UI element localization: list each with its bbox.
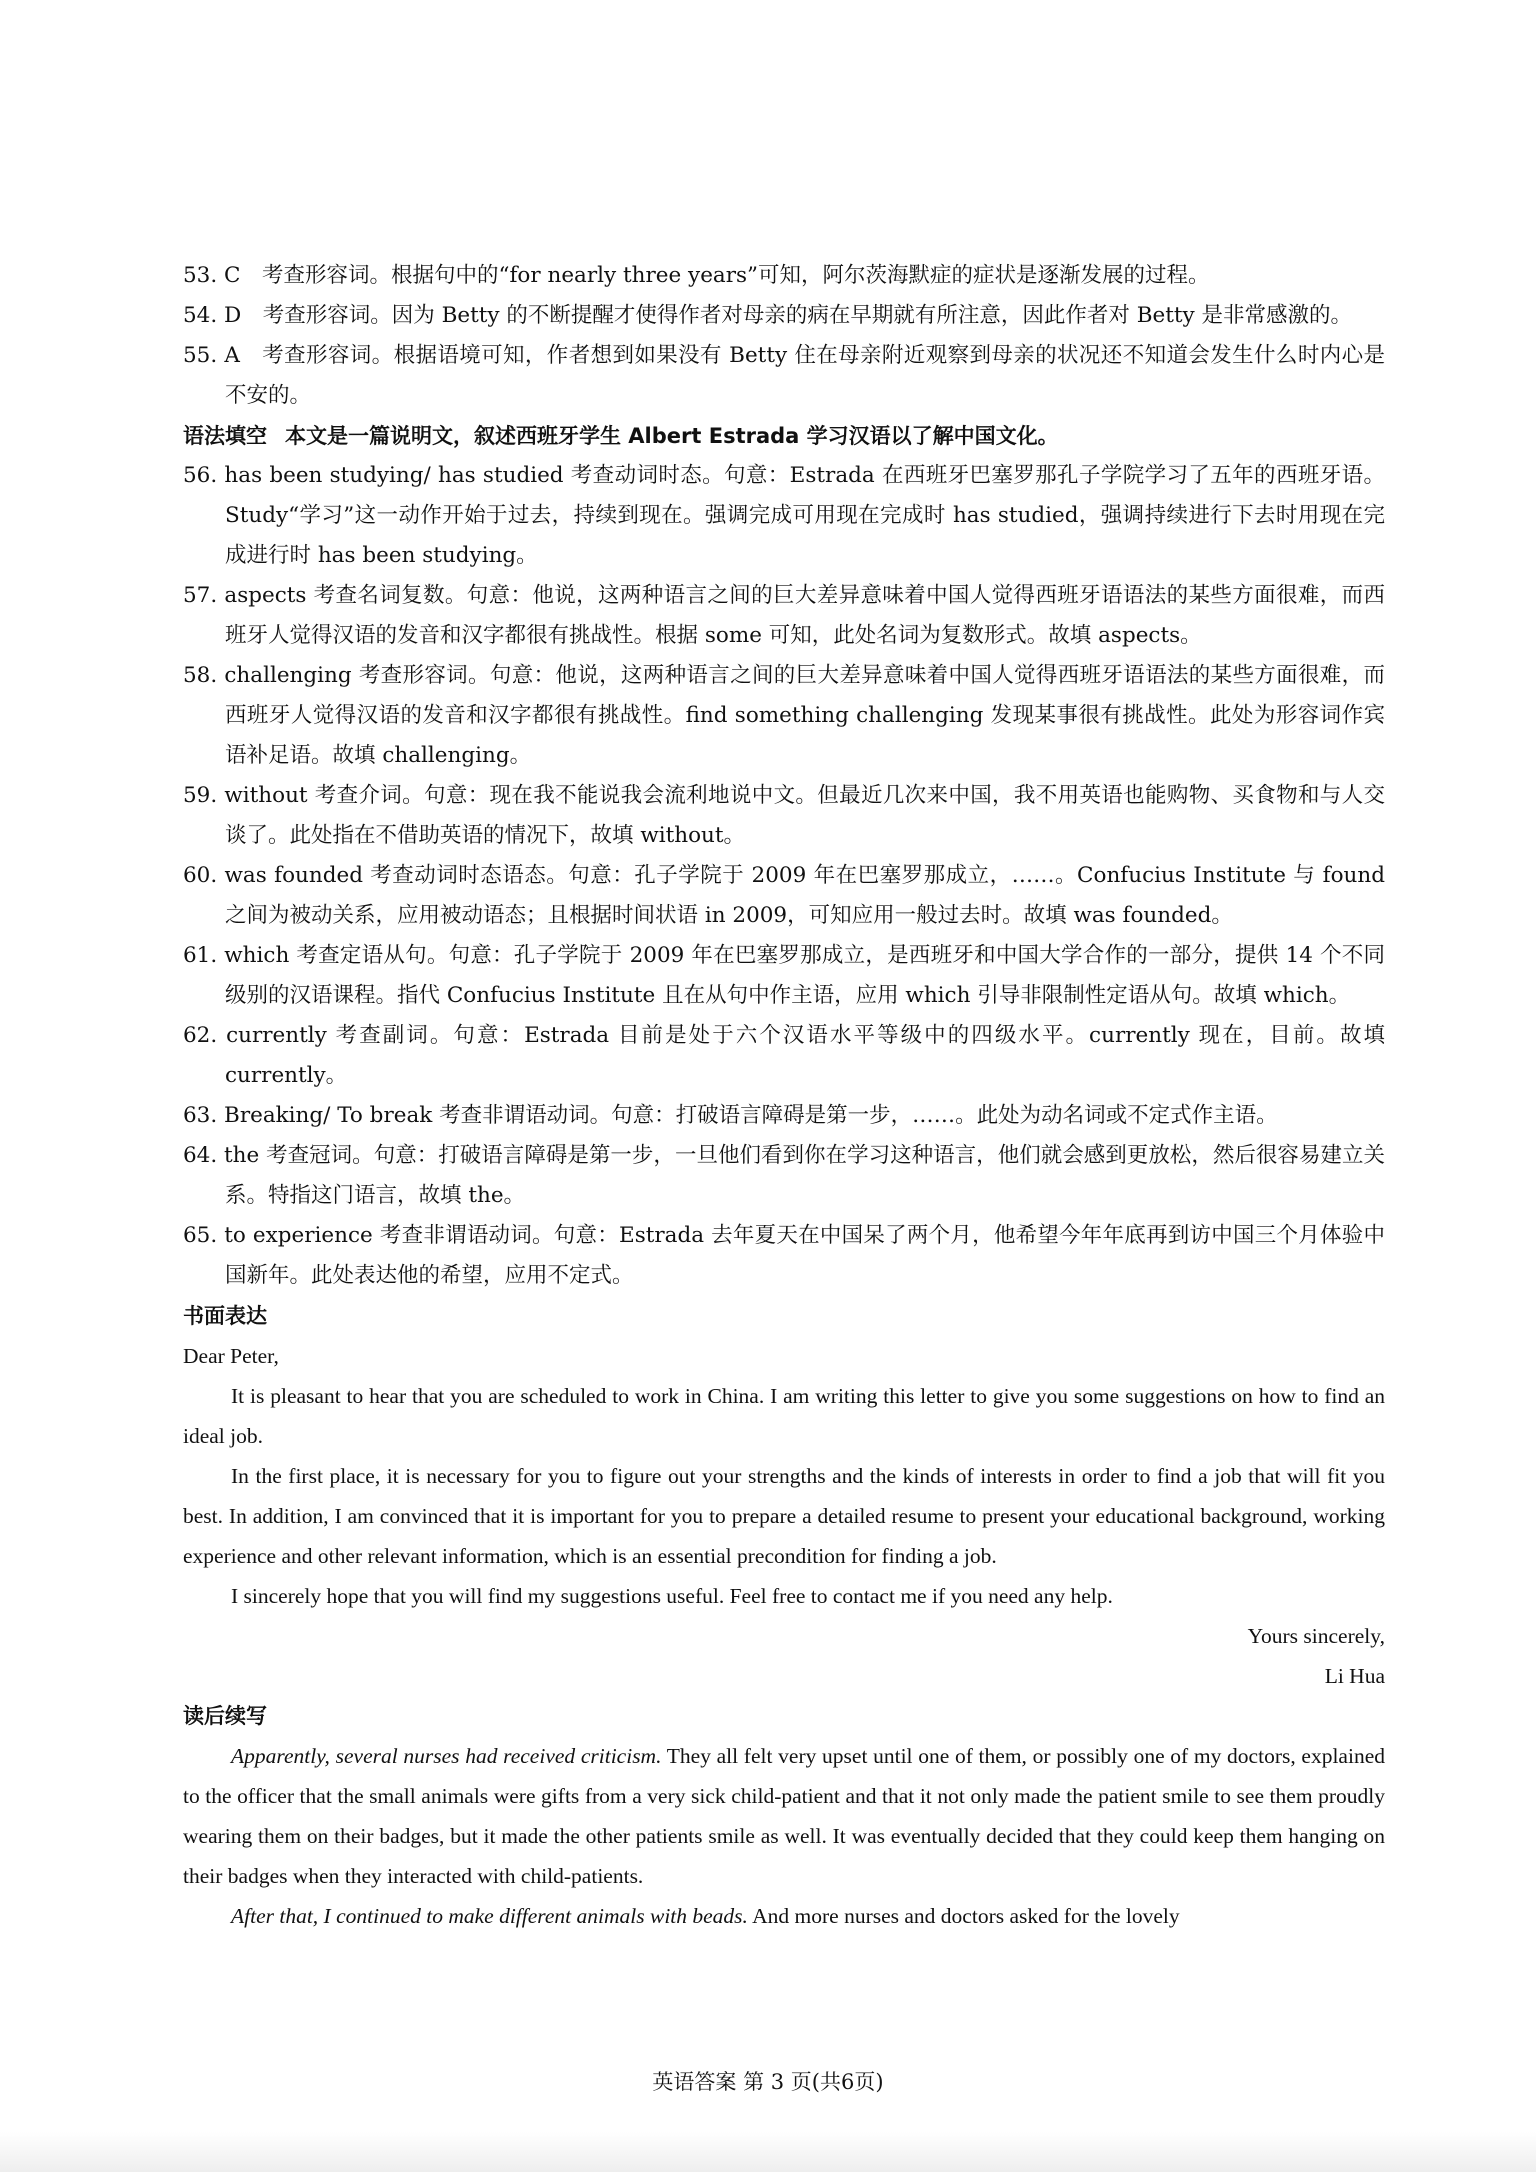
answer-item-54: 54. D 考查形容词。因为 Betty 的不断提醒才使得作者对母亲的病在早期就有所注意，因此作者对 Betty 是非常感激的。 bbox=[183, 303, 1353, 328]
answer-item-56: 56. has been studying/ has studied 考查动词时态。句意：Estrada 在西班牙巴塞罗那孔子学院学习了五年的西班牙语。Study“学习”这一动作开始于过去，持续到现在。强调完成可用现在完成时 has studied，强调持续进行下去时用现在完成进行时 has been studying。 bbox=[183, 463, 1385, 568]
answer-content bbox=[183, 256, 1385, 1936]
grammar-intro: 本文是一篇说明文，叙述西班牙学生 Albert Estrada 学习汉语以了解中国文化。 bbox=[285, 424, 1059, 448]
letter-paragraph-3: I sincerely hope that you will find my suggestions useful. Feel free to contact me if you need any help. bbox=[231, 1584, 1113, 1608]
continuation-p1-rest: They all felt very upset until one of them, or possibly one of my doctors, explained to the officer that the small animals were gifts from a very sick child-patient and that it not only made the patient smile to see them proudly wearing them on their badges, but it made the other patients smile as well. It was eventually decided that they could keep them hanging on their badges when they interacted with child-patients. bbox=[183, 1744, 1385, 1888]
continuation-heading: 读后续写 bbox=[183, 1704, 267, 1728]
page-footer: 英语答案 第 3 页(共6页) bbox=[652, 2070, 884, 2094]
answer-item-63: 63. Breaking/ To break 考查非谓语动词。句意：打破语言障碍是第一步，……。此处为动名词或不定式作主语。 bbox=[183, 1103, 1278, 1128]
answer-item-65: 65. to experience 考查非谓语动词。句意：Estrada 去年夏天在中国呆了两个月，他希望今年年底再到访中国三个月体验中国新年。此处表达他的希望，应用不定式。 bbox=[183, 1223, 1385, 1288]
grammar-section-heading bbox=[183, 416, 1385, 456]
continuation-p2-lead: After that, I continued to make different animals with beads. bbox=[231, 1904, 748, 1928]
letter-salutation: Dear Peter, bbox=[183, 1344, 279, 1368]
continuation-p2-rest: And more nurses and doctors asked for the lovely bbox=[747, 1904, 1180, 1928]
answer-item-57: 57. aspects 考查名词复数。句意：他说，这两种语言之间的巨大差异意味着中国人觉得西班牙语语法的某些方面很难，而西班牙人觉得汉语的发音和汉字都很有挑战性。根据 some 可知，此处名词为复数形式。故填 aspects。 bbox=[183, 583, 1385, 648]
answer-item-60: 60. was founded 考查动词时态语态。句意：孔子学院于 2009 年在巴塞罗那成立，……。Confucius Institute 与 found 之间为被动关系，应用被动语态；且根据时间状语 in 2009，可知应用一般过去时。故填 was founded。 bbox=[183, 863, 1385, 928]
letter-closing: Yours sincerely, bbox=[1247, 1624, 1385, 1648]
letter-paragraph-1: It is pleasant to hear that you are scheduled to work in China. I am writing this letter to give you some suggestions on how to find an ideal job. bbox=[183, 1384, 1385, 1448]
answer-item-58: 58. challenging 考查形容词。句意：他说，这两种语言之间的巨大差异意味着中国人觉得西班牙语语法的某些方面很难，而西班牙人觉得汉语的发音和汉字都很有挑战性。find something challenging 发现某事很有挑战性。此处为形容词作宾语补足语。故填 challenging。 bbox=[183, 663, 1385, 768]
letter-paragraph-2: In the first place, it is necessary for you to figure out your strengths and the kinds of interests in order to find a job that will fit you best. In addition, I am convinced that it is important for you to prepare a detailed resume to present your educational background, working experience and other relevant information, which is an essential precondition for finding a job. bbox=[183, 1464, 1385, 1568]
continuation-paragraph-1 bbox=[183, 1736, 1385, 1896]
writing-heading: 书面表达 bbox=[183, 1304, 267, 1328]
answer-item-59: 59. without 考查介词。句意：现在我不能说我会流利地说中文。但最近几次来中国，我不用英语也能购物、买食物和与人交谈了。此处指在不借助英语的情况下，故填 without。 bbox=[183, 783, 1385, 848]
answer-item-61: 61. which 考查定语从句。句意：孔子学院于 2009 年在巴塞罗那成立，是西班牙和中国大学合作的一部分，提供 14 个不同级别的汉语课程。指代 Confucius Institute 且在从句中作主语，应用 which 引导非限制性定语从句。故填 which。 bbox=[183, 943, 1385, 1008]
answer-item-62: 62. currently 考查副词。句意：Estrada 目前是处于六个汉语水平等级中的四级水平。currently 现在，目前。故填 currently。 bbox=[183, 1023, 1385, 1088]
answer-item-64: 64. the 考查冠词。句意：打破语言障碍是第一步，一旦他们看到你在学习这种语言，他们就会感到更放松，然后很容易建立关系。特指这门语言，故填 the。 bbox=[183, 1143, 1385, 1208]
letter-signature: Li Hua bbox=[1324, 1664, 1385, 1688]
continuation-paragraph-2 bbox=[183, 1896, 1385, 1936]
continuation-p1-lead: Apparently, several nurses had received criticism. bbox=[231, 1744, 662, 1768]
answer-item-53: 53. C 考查形容词。根据句中的“for nearly three years”可知，阿尔茨海默症的症状是逐渐发展的过程。 bbox=[183, 263, 1210, 288]
scan-edge bbox=[0, 2132, 1536, 2172]
grammar-heading: 语法填空 bbox=[183, 424, 267, 448]
answer-item-55: 55. A 考查形容词。根据语境可知，作者想到如果没有 Betty 住在母亲附近观察到母亲的状况还不知道会发生什么时内心是不安的。 bbox=[183, 343, 1385, 408]
